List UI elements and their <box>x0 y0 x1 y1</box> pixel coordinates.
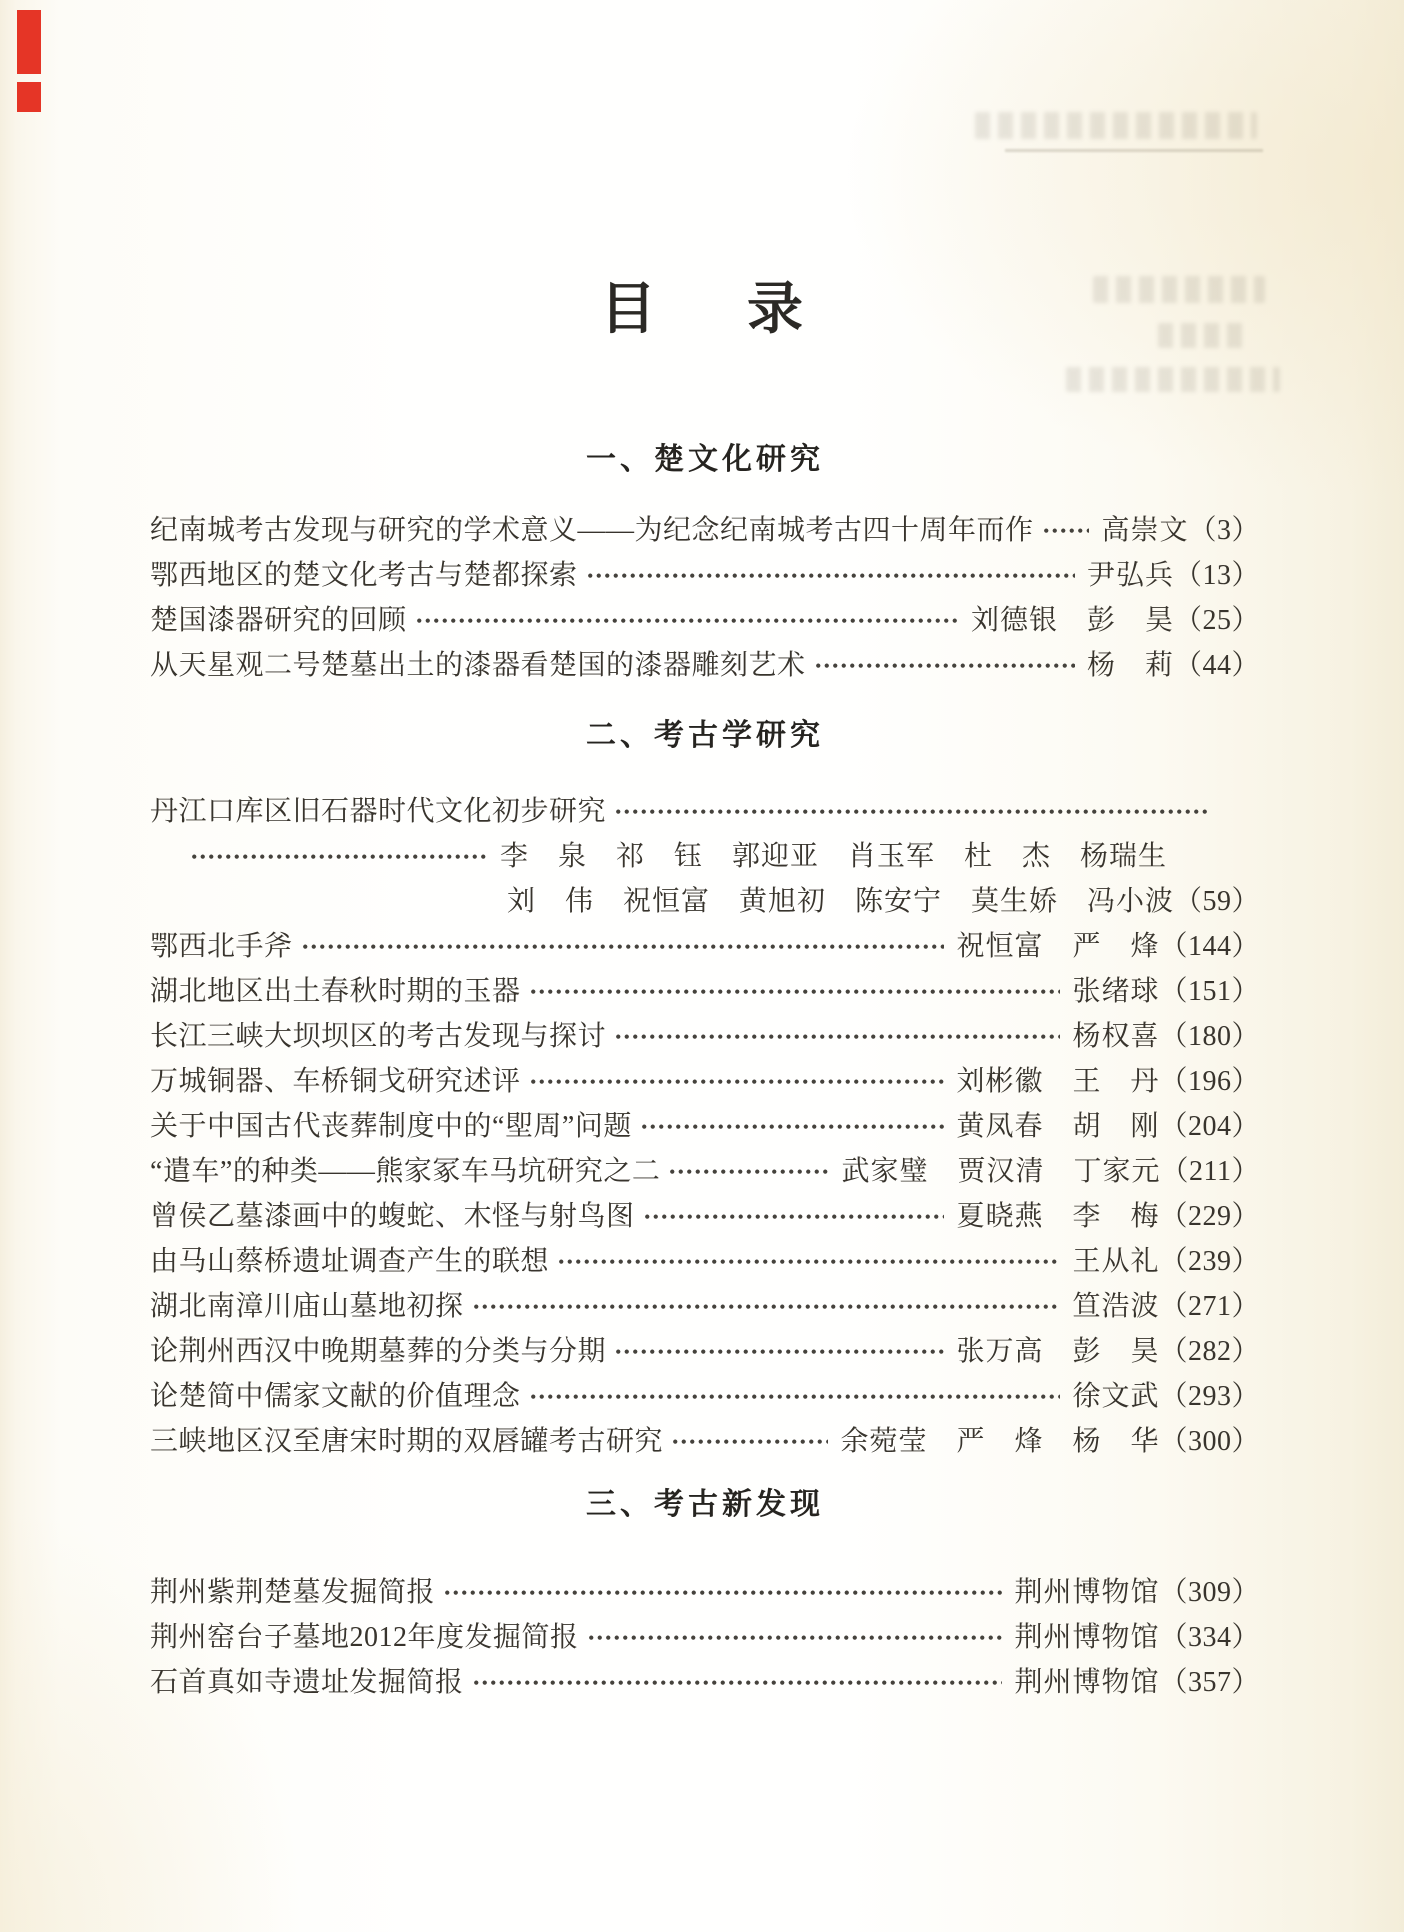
section-entries <box>150 505 1260 685</box>
toc-entry <box>150 1612 1260 1657</box>
toc-entry <box>150 1146 1260 1191</box>
entry-title: 长江三峡大坝坝区的考古发现与探讨 <box>150 1020 607 1052</box>
page-title-char: 录 <box>747 279 804 341</box>
entry-page-number: （59） <box>1173 885 1260 917</box>
entry-authors: 高崇文 <box>1101 514 1189 546</box>
entry-page-number: （44） <box>1173 649 1260 681</box>
dot-leader <box>612 1326 944 1371</box>
dot-leader <box>413 595 959 640</box>
entry-authors: 刘彬徽 王 丹 <box>956 1065 1160 1097</box>
entry-authors: 尹弘兵 <box>1086 559 1174 591</box>
toc-section <box>150 1485 1260 1702</box>
entry-page-number: （293） <box>1159 1380 1260 1412</box>
toc-entry <box>150 1567 1260 1612</box>
toc-entry <box>150 1056 1260 1101</box>
page-title <box>0 278 1404 342</box>
entry-title: 纪南城考古发现与研究的学术意义——为纪念纪南城考古四十周年而作 <box>150 514 1034 546</box>
entry-title: 楚国漆器研究的回顾 <box>150 604 407 636</box>
entry-title: 曾侯乙墓漆画中的蝮蛇、木怪与射鸟图 <box>150 1200 635 1232</box>
entry-authors: 张绪球 <box>1072 975 1160 1007</box>
section-heading: 三、考古新发现 <box>586 1488 824 1521</box>
toc-entry <box>150 505 1260 550</box>
dot-leader <box>188 831 488 876</box>
toc-entry <box>150 550 1260 595</box>
section-heading: 一、楚文化研究 <box>586 443 824 476</box>
dot-leader <box>666 1146 829 1191</box>
entry-page-number: （271） <box>1159 1290 1260 1322</box>
scan-red-edge-mark <box>17 10 41 74</box>
dot-leader <box>1040 505 1090 550</box>
entry-title: 由马山蔡桥遗址调查产生的联想 <box>150 1245 550 1277</box>
dot-leader <box>527 1056 945 1101</box>
dot-leader <box>641 1191 945 1236</box>
entry-title: 三峡地区汉至唐宋时期的双唇罐考古研究 <box>150 1425 664 1457</box>
toc-entry <box>150 966 1260 1011</box>
dot-leader <box>470 1657 1003 1702</box>
toc-entry <box>150 1236 1260 1281</box>
entry-authors: 徐文武 <box>1072 1380 1160 1412</box>
entry-authors: 笪浩波 <box>1072 1290 1160 1322</box>
toc-entry <box>150 1657 1260 1702</box>
toc-entry <box>150 876 1260 921</box>
scan-red-edge-mark <box>17 82 41 112</box>
entry-authors: 荆州博物馆 <box>1014 1576 1160 1608</box>
entry-title: 荆州紫荆楚墓发掘简报 <box>150 1576 436 1608</box>
entry-title: 万城铜器、车桥铜戈研究述评 <box>150 1065 521 1097</box>
entry-page-number: （204） <box>1159 1110 1260 1142</box>
entry-title: 鄂西北手斧 <box>150 930 293 962</box>
dot-leader <box>612 786 1208 831</box>
entry-title: 从天星观二号楚墓出土的漆器看楚国的漆器雕刻艺术 <box>150 649 806 681</box>
toc-entry <box>150 1191 1260 1236</box>
entry-page-number: （25） <box>1173 604 1260 636</box>
dot-leader <box>299 921 945 966</box>
dot-leader <box>612 1011 1060 1056</box>
entry-page-number: （309） <box>1159 1576 1260 1608</box>
entry-title: 湖北地区出土春秋时期的玉器 <box>150 975 521 1007</box>
entry-title: 鄂西地区的楚文化考古与楚都探索 <box>150 559 578 591</box>
page-title-char: 目 <box>600 279 657 341</box>
entry-page-number: （196） <box>1159 1065 1260 1097</box>
entry-authors: 武家璧 贾汉清 丁家元 <box>841 1155 1161 1187</box>
entry-page-number: （180） <box>1159 1020 1260 1052</box>
entry-page-number: （239） <box>1159 1245 1260 1277</box>
dot-leader <box>441 1567 1002 1612</box>
dot-leader <box>527 966 1061 1011</box>
dot-leader <box>585 1612 1003 1657</box>
entry-authors: 刘 伟 祝恒富 黄旭初 陈安宁 莫生娇 冯小波 <box>506 885 1174 917</box>
entry-authors: 夏晓燕 李 梅 <box>956 1200 1160 1232</box>
dot-leader <box>527 1371 1061 1416</box>
entry-title: 丹江口库区旧石器时代文化初步研究 <box>150 795 607 827</box>
toc-entry <box>150 595 1260 640</box>
dot-leader <box>638 1101 945 1146</box>
entry-page-number: （282） <box>1159 1335 1260 1367</box>
entry-page-number: （229） <box>1159 1200 1260 1232</box>
dot-leader <box>669 1416 828 1461</box>
section-entries <box>150 786 1260 1461</box>
toc-entry <box>150 1371 1260 1416</box>
toc-entry <box>150 786 1260 831</box>
entry-authors: 黄凤春 胡 刚 <box>956 1110 1160 1142</box>
entry-title: 荆州窑台子墓地2012年度发掘简报 <box>150 1621 579 1653</box>
toc-section <box>150 716 1260 1461</box>
section-entries <box>150 1567 1260 1702</box>
entry-page-number: （3） <box>1188 514 1260 546</box>
toc-entry <box>150 1416 1260 1461</box>
entry-authors: 李 泉 祁 钰 郭迎亚 肖玉军 杜 杰 杨瑞生 <box>500 840 1168 872</box>
entry-page-number: （211） <box>1160 1155 1260 1187</box>
toc-entry <box>150 640 1260 685</box>
entry-page-number: （144） <box>1159 930 1260 962</box>
toc-entry <box>150 1101 1260 1146</box>
entry-title: 石首真如寺遗址发掘简报 <box>150 1666 464 1698</box>
toc-entry <box>150 1281 1260 1326</box>
section-heading: 二、考古学研究 <box>586 719 824 752</box>
entry-page-number: （151） <box>1159 975 1260 1007</box>
entry-page-number: （13） <box>1173 559 1260 591</box>
entry-authors: 祝恒富 严 烽 <box>956 930 1160 962</box>
entry-authors: 余菀莹 严 烽 杨 华 <box>840 1425 1160 1457</box>
entry-authors: 荆州博物馆 <box>1014 1621 1160 1653</box>
showthrough-text-smudge <box>1066 367 1280 392</box>
dot-leader <box>555 1236 1060 1281</box>
dot-leader <box>584 550 1075 595</box>
entry-page-number: （357） <box>1159 1666 1260 1698</box>
entry-authors: 杨 莉 <box>1086 649 1174 681</box>
entry-title: 论荆州西汉中晚期墓葬的分类与分期 <box>150 1335 607 1367</box>
dot-leader <box>470 1281 1061 1326</box>
entry-title: 湖北南漳川庙山墓地初探 <box>150 1290 464 1322</box>
toc-entry <box>150 921 1260 966</box>
toc-entry <box>150 1011 1260 1056</box>
entry-authors: 荆州博物馆 <box>1014 1666 1160 1698</box>
entry-title: 论楚简中儒家文献的价值理念 <box>150 1380 521 1412</box>
toc-entry <box>150 1326 1260 1371</box>
entry-title: 关于中国古代丧葬制度中的“堲周”问题 <box>150 1110 632 1142</box>
dot-leader <box>812 640 1075 685</box>
showthrough-rule-smudge <box>1005 149 1263 152</box>
entry-authors: 王从礼 <box>1072 1245 1160 1277</box>
entry-authors: 张万高 彭 昊 <box>956 1335 1160 1367</box>
toc-section <box>150 440 1260 685</box>
entry-authors: 杨权喜 <box>1072 1020 1160 1052</box>
toc-entry <box>150 831 1260 876</box>
entry-page-number: （334） <box>1159 1621 1260 1653</box>
showthrough-text-smudge <box>975 112 1257 139</box>
entry-title: “遣车”的种类——熊家冢车马坑研究之二 <box>150 1155 661 1187</box>
entry-authors: 刘德银 彭 昊 <box>970 604 1174 636</box>
entry-page-number: （300） <box>1159 1425 1260 1457</box>
